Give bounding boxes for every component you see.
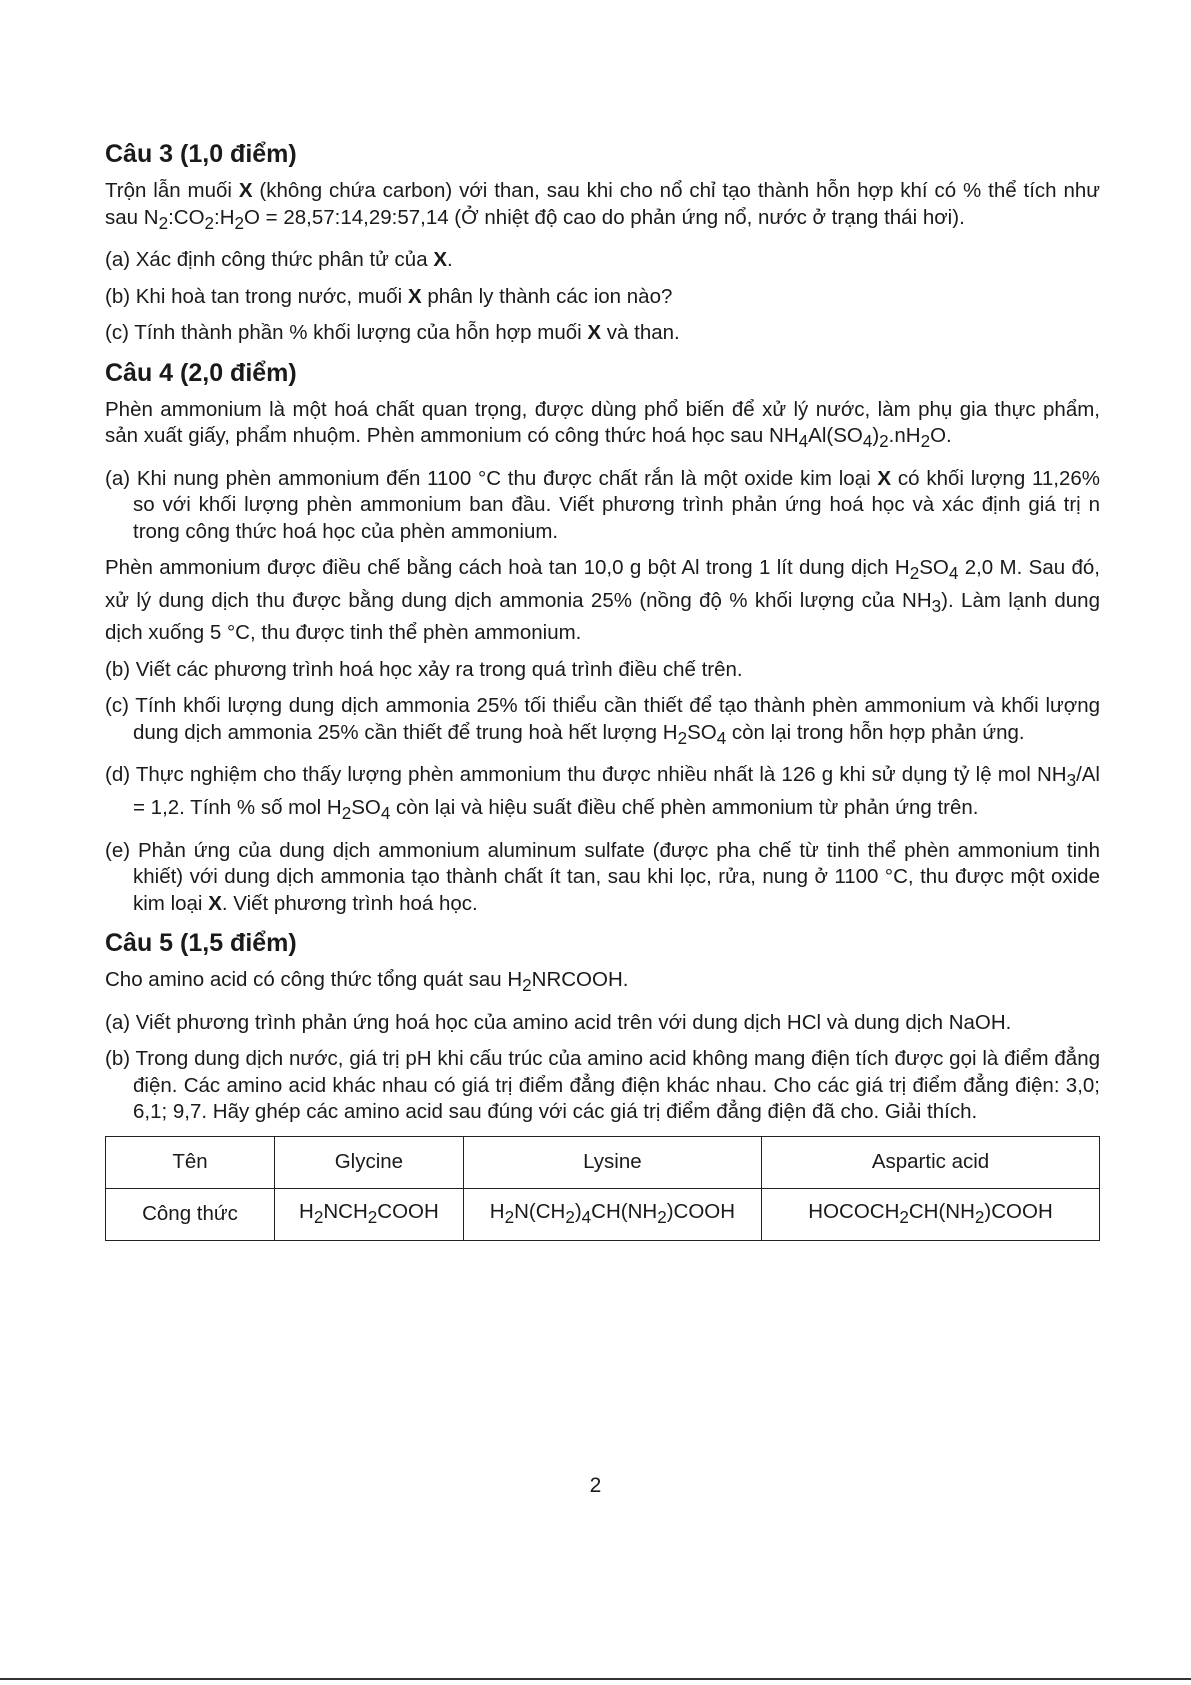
question-3-part-c: (c) Tính thành phần % khối lượng của hỗn hợp muối X và than. xyxy=(105,321,680,345)
document-page xyxy=(105,138,1100,1241)
table-cell-formula: $H_2NCH_2COOH$ xyxy=(274,1188,463,1240)
table-header-name: Tên xyxy=(106,1136,275,1188)
question-4-part-a: (a) Khi nung phèn ammonium đến 1100 °C thu được chất rắn là một oxide kim loại X có khối lượng 11,26% so với khối lượng phèn ammonium ban đầu. Viết phương trình phản ứng hoá học và xác định giá trị n trong công thức hoá học của phèn ammonium. xyxy=(105,466,1101,543)
question-5-part-b: (b) Trong dung dịch nước, giá trị pH khi cấu trúc của amino acid không mang điện tích được gọi là điểm đẳng điện. Các amino acid khác nhau có giá trị điểm đẳng điện khác nhau. Cho các giá trị điểm đẳng điện: 3,0; 6,1; 9,7. Hãy ghép các amino acid sau đúng với các giá trị điểm đẳng điện đã cho. Giải thích. xyxy=(105,1047,1100,1124)
question-5-intro: Cho amino acid có công thức tổng quát sau $H_2NRCOOH$. xyxy=(105,968,629,996)
scan-edge-divider xyxy=(0,1678,1191,1680)
question-3-part-a: (a) Xác định công thức phân tử của X. xyxy=(105,248,453,272)
question-4-part-b: (b) Viết các phương trình hoá học xảy ra trong quá trình điều chế trên. xyxy=(105,657,743,681)
table-cell-formula: $H_2N(CH_2)_4CH(NH_2)COOH$ xyxy=(463,1188,761,1240)
table-row-formulas xyxy=(106,1188,1100,1240)
question-5-part-a: (a) Viết phương trình phản ứng hoá học của amino acid trên với dung dịch HCl và dung dịch NaOH. xyxy=(105,1010,1012,1034)
table-cell-name: Aspartic acid xyxy=(762,1136,1100,1188)
page-number: 2 xyxy=(589,1474,602,1497)
question-3-intro: Trộn lẫn muối X (không chứa carbon) với than, sau khi cho nổ chỉ tạo thành hỗn hợp khí có % thể tích như sau $N_2:CO_2:H_2O$ = 28,57:14,29:57,14 (Ở nhiệt độ cao do phản ứng nổ, nước ở trạng thái hơi). xyxy=(105,179,1100,233)
table-cell-name: Glycine xyxy=(274,1136,463,1188)
question-4-intro: Phèn ammonium là một hoá chất quan trọng, được dùng phổ biến để xử lý nước, làm phụ gia thực phẩm, sản xuất giấy, phẩm nhuộm. Phèn ammonium có công thức hoá học sau $NH_4Al(SO_4)_2.nH_2O$. xyxy=(105,397,1100,452)
table-header-formula: Công thức xyxy=(106,1188,275,1240)
question-3-part-b: (b) Khi hoà tan trong nước, muối X phân ly thành các ion nào? xyxy=(105,284,673,308)
question-4-part-e: (e) Phản ứng của dung dịch ammonium aluminum sulfate (được pha chế từ tinh thể phèn ammonium tinh khiết) với dung dịch ammonia tạo thành chất ít tan, sau khi lọc, rửa, nung ở 1100 °C, thu được một oxide kim loại X. Viết phương trình hoá học. xyxy=(105,838,1100,915)
amino-acid-table xyxy=(105,1136,1100,1241)
table-cell-formula: $HOCOCH_2CH(NH_2)COOH$ xyxy=(762,1188,1100,1240)
question-4-part-c: (c) Tính khối lượng dung dịch ammonia 25% tối thiểu cần thiết để tạo thành phèn ammonium và khối lượng dung dịch ammonia 25% cần thiết để trung hoà hết lượng $H_2SO_4$ còn lại trong hỗn hợp phản ứng. xyxy=(105,694,1100,748)
table-row-names xyxy=(106,1136,1100,1188)
table-cell-name: Lysine xyxy=(463,1136,761,1188)
question-4-preparation: Phèn ammonium được điều chế bằng cách hoà tan 10,0 g bột Al trong 1 lít dung dịch $H_2SO_4$ 2,0 M. Sau đó, xử lý dung dịch thu được bằng dung dịch ammonia 25% (nồng độ % khối lượng của $NH_3$). Làm lạnh dung dịch xuống 5 °C, thu được tinh thể phèn ammonium. xyxy=(105,556,1100,645)
question-3-title: Câu 3 (1,0 điểm) xyxy=(105,140,297,168)
question-5-title: Câu 5 (1,5 điểm) xyxy=(105,929,297,958)
question-4-part-d: (d) Thực nghiệm cho thấy lượng phèn ammonium thu được nhiều nhất là 126 g khi sử dụng tỷ lệ mol $NH_3/Al = 1,2$. Tính % số mol $H_2SO_4$ còn lại và hiệu suất điều chế phèn ammonium từ phản ứng trên. xyxy=(105,763,1100,824)
question-4-title: Câu 4 (2,0 điểm) xyxy=(105,358,297,387)
